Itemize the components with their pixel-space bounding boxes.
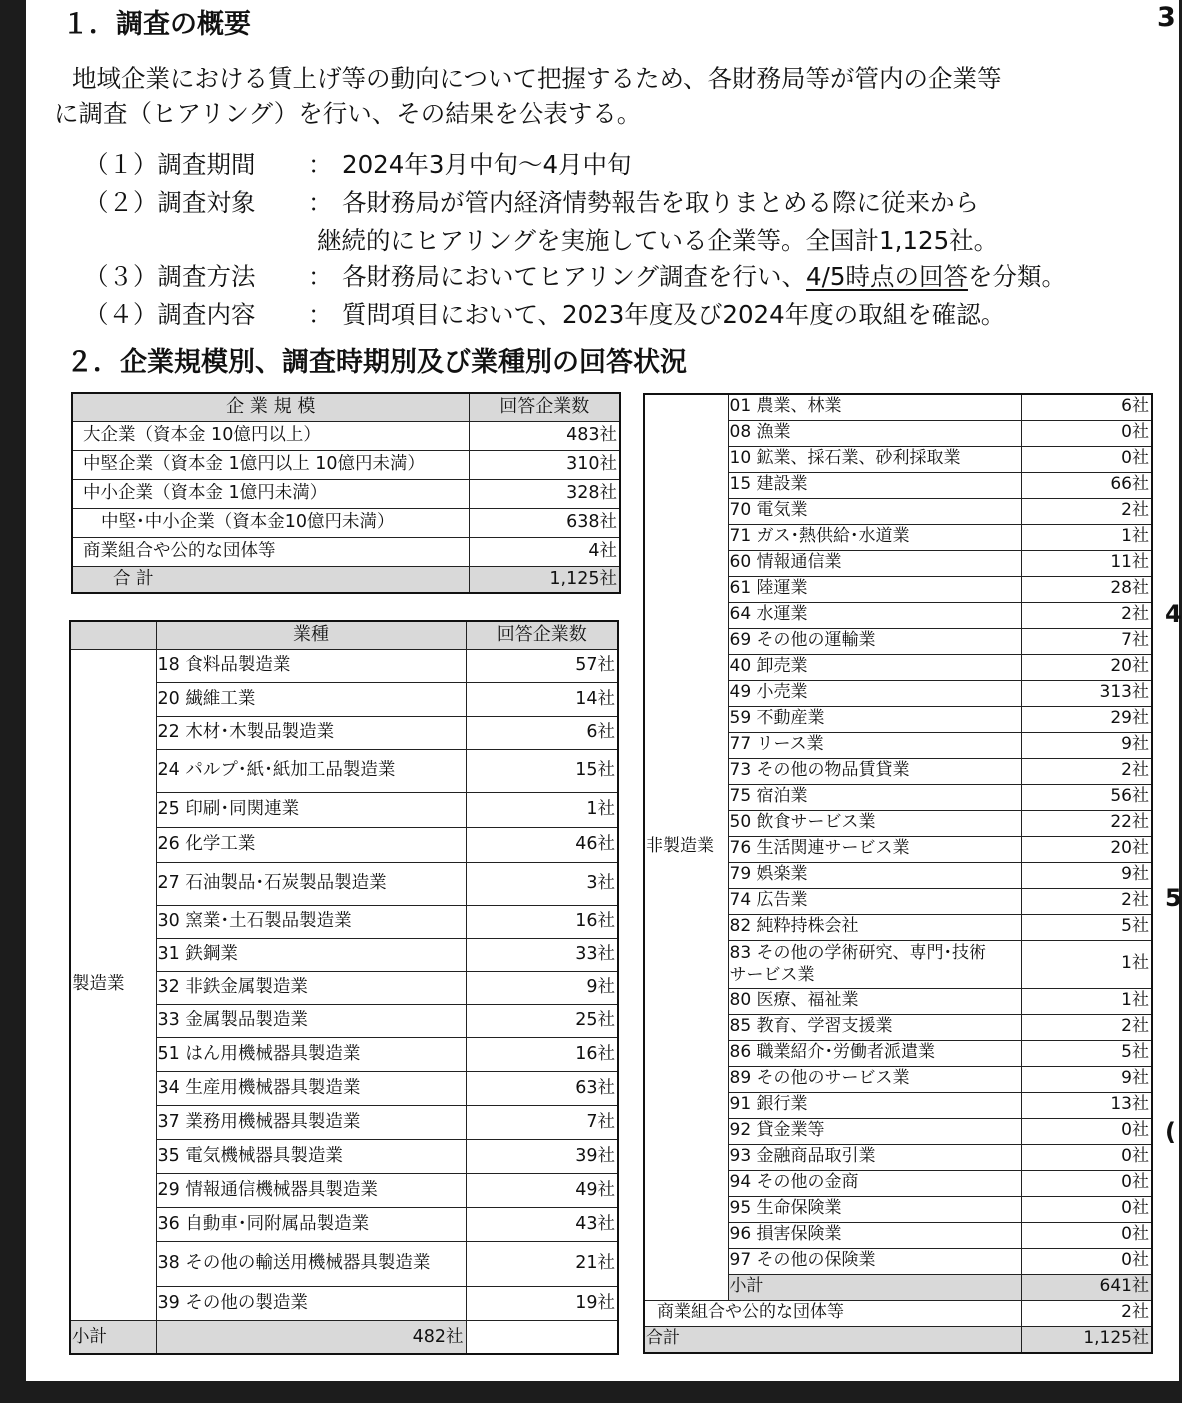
mfg-count: 63社 [466, 1071, 618, 1105]
nonmfg-assoc-row [644, 1300, 1152, 1326]
document-page [26, 0, 1182, 1381]
size-count: 638社 [469, 508, 620, 537]
size-table [71, 392, 621, 594]
mfg-count: 46社 [466, 827, 618, 862]
size-count: 310社 [469, 450, 620, 479]
nonmfg-count: 6社 [1021, 394, 1152, 420]
mfg-industry: 39 その他の製造業 [156, 1286, 466, 1320]
nonmfg-industry: 01 農業、林業 [728, 394, 1021, 420]
nonmfg-count: 9社 [1021, 862, 1152, 888]
mfg-industry: 18 食料品製造業 [156, 649, 466, 682]
mfg-industry: 38 その他の輸送用機械器具製造業 [156, 1241, 466, 1286]
mfg-count: 15社 [466, 749, 618, 792]
mfg-subtotal-row [70, 1320, 618, 1354]
nonmfg-total-label: 合計 [644, 1326, 1021, 1353]
nonmfg-industry: 15 建設業 [728, 472, 1021, 498]
item-1-text: 2024年3月中旬～4月中旬 [342, 150, 632, 179]
item-colon: ： [308, 150, 333, 179]
nonmfg-industry: 61 陸運業 [728, 576, 1021, 602]
nonmfg-assoc-count: 2社 [1021, 1300, 1152, 1326]
item-4-label: （４）調査内容 [84, 300, 256, 329]
nonmfg-industry: 49 小売業 [728, 680, 1021, 706]
nonmfg-industry: 74 広告業 [728, 888, 1021, 914]
nonmfg-count: 11社 [1021, 550, 1152, 576]
mfg-count: 33社 [466, 938, 618, 971]
nonmfg-industry-line2: サービス業 [729, 965, 815, 985]
nonmfg-assoc-label: 商業組合や公的な団体等 [644, 1300, 1021, 1326]
nonmfg-group-label: 非製造業 [644, 394, 728, 1300]
nonmfg-count: 2社 [1021, 888, 1152, 914]
nonmfg-count: 0社 [1021, 1196, 1152, 1222]
item-2-text: 各財務局が管内経済情勢報告を取りまとめる際に従来から [342, 188, 979, 217]
size-count: 483社 [469, 421, 620, 450]
nonmfg-count: 0社 [1021, 1248, 1152, 1274]
mfg-row [70, 649, 618, 682]
item-3-text: 各財務局においてヒアリング調査を行い、4/5時点の回答を分類。 [342, 262, 1066, 291]
mfg-count: 43社 [466, 1207, 618, 1241]
mfg-table [69, 620, 619, 1355]
nonmfg-count: 13社 [1021, 1092, 1152, 1118]
nonmfg-industry: 80 医療、福祉業 [728, 988, 1021, 1014]
size-total-label: 合 計 [72, 566, 469, 593]
nonmfg-count: 29社 [1021, 706, 1152, 732]
size-row [72, 479, 620, 508]
nonmfg-count: 0社 [1021, 1222, 1152, 1248]
nonmfg-count: 313社 [1021, 680, 1152, 706]
mfg-industry: 32 非鉄金属製造業 [156, 971, 466, 1004]
mfg-count: 19社 [466, 1286, 618, 1320]
nonmfg-industry: 86 職業紹介･労働者派遣業 [728, 1040, 1021, 1066]
mfg-count: 3社 [466, 862, 618, 905]
nonmfg-count: 22社 [1021, 810, 1152, 836]
mfg-industry: 25 印刷･同関連業 [156, 792, 466, 827]
mfg-count: 9社 [466, 971, 618, 1004]
nonmfg-count: 2社 [1021, 1014, 1152, 1040]
section2-title: ２．企業規模別、調査時期別及び業種別の回答状況 [66, 347, 687, 378]
mfg-count: 14社 [466, 682, 618, 716]
nonmfg-industry: 50 飲食サービス業 [728, 810, 1021, 836]
size-row [72, 508, 620, 537]
mfg-industry: 34 生産用機械器具製造業 [156, 1071, 466, 1105]
nonmfg-total-count: 1,125社 [1021, 1326, 1152, 1353]
mfg-count: 16社 [466, 1037, 618, 1071]
nonmfg-count: 9社 [1021, 732, 1152, 758]
mfg-table-header [70, 621, 618, 649]
nonmfg-industry: 89 その他のサービス業 [728, 1066, 1021, 1092]
size-row [72, 450, 620, 479]
mfg-count: 49社 [466, 1173, 618, 1207]
nonmfg-count: 7社 [1021, 628, 1152, 654]
header-industry: 業種 [156, 621, 466, 649]
mfg-industry: 33 金属製品製造業 [156, 1004, 466, 1037]
item-colon: ： [308, 300, 333, 329]
nonmfg-industry: 69 その他の運輸業 [728, 628, 1021, 654]
nonmfg-industry: 85 教育、学習支援業 [728, 1014, 1021, 1040]
edge-char-3: 5 [1165, 884, 1182, 912]
item-2-text-cont: 継続的にヒアリングを実施している企業等。全国計1,125社。 [317, 226, 999, 255]
size-row [72, 537, 620, 566]
mfg-count: 16社 [466, 905, 618, 938]
nonmfg-industry: 40 卸売業 [728, 654, 1021, 680]
size-row [72, 421, 620, 450]
item-2-label: （２）調査対象 [84, 188, 256, 217]
nonmfg-count: 0社 [1021, 1170, 1152, 1196]
nonmfg-count: 5社 [1021, 1040, 1152, 1066]
nonmfg-industry: 92 貸金業等 [728, 1118, 1021, 1144]
nonmfg-industry: 71 ガス･熱供給･水道業 [728, 524, 1021, 550]
mfg-count: 25社 [466, 1004, 618, 1037]
nonmfg-count: 2社 [1021, 602, 1152, 628]
size-count: 4社 [469, 537, 620, 566]
nonmfg-industry: 76 生活関連サービス業 [728, 836, 1021, 862]
size-label: 中堅･中小企業（資本金10億円未満） [72, 508, 469, 537]
mfg-count: 7社 [466, 1105, 618, 1139]
nonmfg-industry: 75 宿泊業 [728, 784, 1021, 810]
mfg-subtotal-label: 小計 [70, 1320, 156, 1354]
edge-char-4: ( [1165, 1118, 1176, 1146]
mfg-industry: 27 石油製品･石炭製品製造業 [156, 862, 466, 905]
nonmfg-industry-line1: 83 その他の学術研究、専門･技術 [729, 942, 987, 963]
mfg-industry: 26 化学工業 [156, 827, 466, 862]
nonmfg-industry: 73 その他の物品賃貸業 [728, 758, 1021, 784]
item-colon: ： [308, 262, 333, 291]
size-label: 大企業（資本金 10億円以上） [72, 421, 469, 450]
nonmfg-count: 1社 [1021, 940, 1152, 988]
size-total-count: 1,125社 [469, 566, 620, 593]
size-label: 中小企業（資本金 1億円未満） [72, 479, 469, 508]
section1-title: １．調査の概要 [62, 9, 251, 40]
nonmfg-count: 20社 [1021, 654, 1152, 680]
size-label: 商業組合や公的な団体等 [72, 537, 469, 566]
nonmfg-row [644, 394, 1152, 420]
edge-char-1: 3 [1157, 2, 1176, 33]
nonmfg-industry: 79 娯楽業 [728, 862, 1021, 888]
mfg-industry: 30 窯業･土石製品製造業 [156, 905, 466, 938]
nonmfg-count: 0社 [1021, 446, 1152, 472]
nonmfg-count: 1社 [1021, 524, 1152, 550]
nonmfg-count: 2社 [1021, 498, 1152, 524]
header-count: 回答企業数 [469, 393, 620, 421]
nonmfg-subtotal-count: 641社 [1021, 1274, 1152, 1300]
nonmfg-industry: 95 生命保険業 [728, 1196, 1021, 1222]
mfg-industry: 22 木材･木製品製造業 [156, 716, 466, 749]
edge-char-2: 4 [1165, 600, 1182, 628]
nonmfg-count: 0社 [1021, 1144, 1152, 1170]
mfg-count: 1社 [466, 792, 618, 827]
mfg-industry: 24 パルプ･紙･紙加工品製造業 [156, 749, 466, 792]
header-count: 回答企業数 [466, 621, 618, 649]
nonmfg-industry: 10 鉱業、採石業、砂利採取業 [728, 446, 1021, 472]
size-total-row [72, 566, 620, 593]
nonmfg-count: 2社 [1021, 758, 1152, 784]
mfg-industry: 51 はん用機械器具製造業 [156, 1037, 466, 1071]
nonmfg-industry: 60 情報通信業 [728, 550, 1021, 576]
nonmfg-count: 28社 [1021, 576, 1152, 602]
mfg-count: 6社 [466, 716, 618, 749]
intro-line-2: に調査（ヒアリング）を行い、その結果を公表する。 [54, 99, 642, 128]
item-1-label: （１）調査期間 [84, 150, 256, 179]
mfg-count: 21社 [466, 1241, 618, 1286]
mfg-count: 57社 [466, 649, 618, 682]
nonmfg-industry: 59 不動産業 [728, 706, 1021, 732]
nonmfg-industry: 08 漁業 [728, 420, 1021, 446]
nonmfg-industry: 96 損害保険業 [728, 1222, 1021, 1248]
header-blank [70, 621, 156, 649]
mfg-industry: 36 自動車･同附属品製造業 [156, 1207, 466, 1241]
intro-line-1: 地域企業における賃上げ等の動向について把握するため、各財務局等が管内の企業等 [72, 64, 1002, 93]
nonmfg-industry: 70 電気業 [728, 498, 1021, 524]
nonmfg-industry: 93 金融商品取引業 [728, 1144, 1021, 1170]
nonmfg-industry: 64 水運業 [728, 602, 1021, 628]
mfg-industry: 29 情報通信機械器具製造業 [156, 1173, 466, 1207]
header-size: 企 業 規 模 [72, 393, 469, 421]
item-colon: ： [308, 188, 333, 217]
nonmfg-industry [728, 940, 1021, 988]
nonmfg-count: 1社 [1021, 988, 1152, 1014]
mfg-count: 39社 [466, 1139, 618, 1173]
nonmfg-industry: 97 その他の保険業 [728, 1248, 1021, 1274]
mfg-industry: 31 鉄鋼業 [156, 938, 466, 971]
nonmfg-industry: 94 その他の金商 [728, 1170, 1021, 1196]
mfg-industry: 35 電気機械器具製造業 [156, 1139, 466, 1173]
nonmfg-industry: 82 純粋持株会社 [728, 914, 1021, 940]
nonmfg-count: 0社 [1021, 1118, 1152, 1144]
nonmfg-industry: 77 リース業 [728, 732, 1021, 758]
nonmfg-total-row [644, 1326, 1152, 1353]
mfg-group-label: 製造業 [70, 649, 156, 1320]
nonmfg-count: 9社 [1021, 1066, 1152, 1092]
size-table-header [72, 393, 620, 421]
nonmfg-count: 66社 [1021, 472, 1152, 498]
mfg-industry: 20 繊維工業 [156, 682, 466, 716]
mfg-industry: 37 業務用機械器具製造業 [156, 1105, 466, 1139]
nonmfg-count: 56社 [1021, 784, 1152, 810]
nonmfg-industry: 91 銀行業 [728, 1092, 1021, 1118]
nonmfg-table [643, 393, 1153, 1354]
item-4-text: 質問項目において、2023年度及び2024年度の取組を確認。 [342, 300, 1006, 329]
mfg-subtotal-count: 482社 [156, 1320, 466, 1354]
nonmfg-count: 5社 [1021, 914, 1152, 940]
size-label: 中堅企業（資本金 1億円以上 10億円未満） [72, 450, 469, 479]
size-count: 328社 [469, 479, 620, 508]
nonmfg-count: 0社 [1021, 420, 1152, 446]
nonmfg-count: 20社 [1021, 836, 1152, 862]
item-3-label: （３）調査方法 [84, 262, 256, 291]
nonmfg-subtotal-label: 小計 [728, 1274, 1021, 1300]
